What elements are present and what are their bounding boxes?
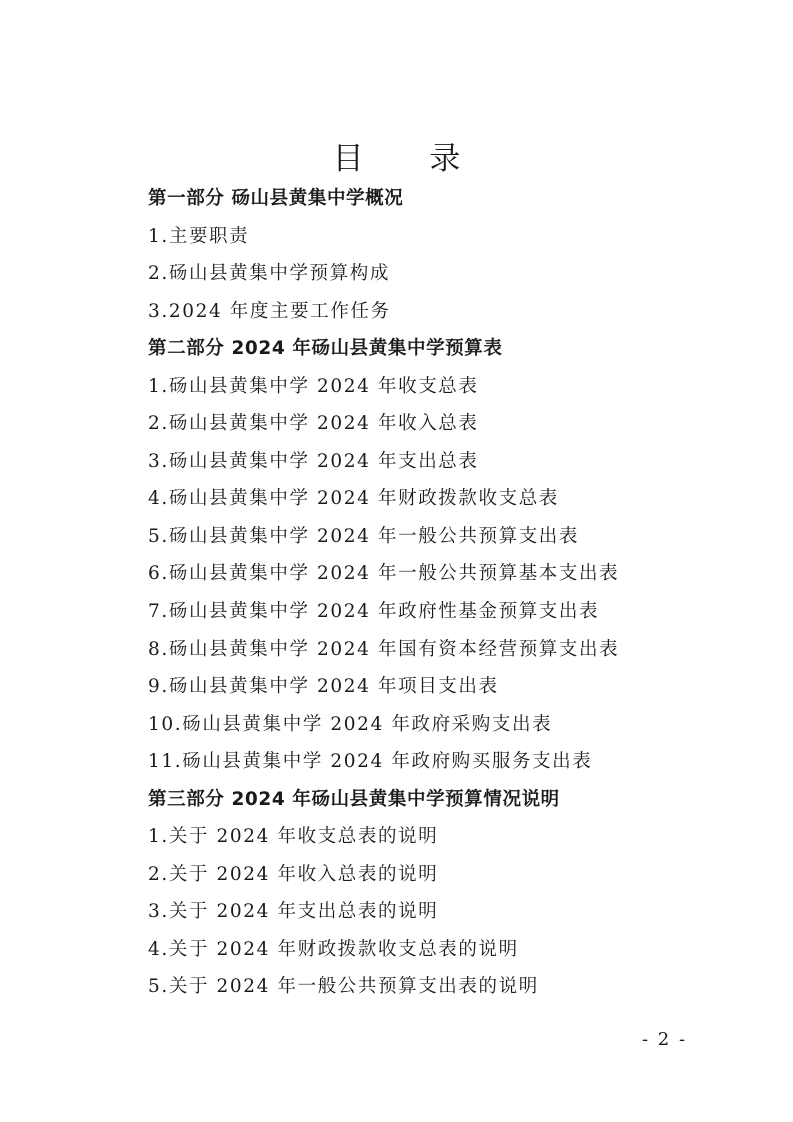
toc-item[interactable]: 6.砀山县黄集中学 2024 年一般公共预算基本支出表 (148, 563, 620, 585)
toc-part-1[interactable]: 第一部分 砀山县黄集中学概况 (148, 188, 404, 209)
toc-item[interactable]: 2.关于 2024 年收入总表的说明 (148, 863, 439, 885)
toc-item[interactable]: 8.砀山县黄集中学 2024 年国有资本经营预算支出表 (148, 638, 620, 660)
toc-item[interactable]: 2.砀山县黄集中学 2024 年收入总表 (148, 413, 479, 435)
table-of-contents (148, 180, 708, 1006)
toc-item[interactable]: 5.砀山县黄集中学 2024 年一般公共预算支出表 (148, 525, 579, 547)
toc-item[interactable]: 3.2024 年度主要工作任务 (148, 300, 391, 322)
toc-item[interactable]: 1.主要职责 (148, 225, 250, 247)
toc-item[interactable]: 7.砀山县黄集中学 2024 年政府性基金预算支出表 (148, 601, 600, 623)
toc-item[interactable]: 2.砀山县黄集中学预算构成 (148, 263, 390, 285)
toc-item[interactable]: 3.关于 2024 年支出总表的说明 (148, 901, 439, 923)
toc-item[interactable]: 11.砀山县黄集中学 2024 年政府购买服务支出表 (148, 751, 593, 773)
toc-part-3[interactable]: 第三部分 2024 年砀山县黄集中学预算情况说明 (148, 788, 560, 810)
toc-item[interactable]: 10.砀山县黄集中学 2024 年政府采购支出表 (148, 713, 553, 735)
toc-item[interactable]: 1.砀山县黄集中学 2024 年收支总表 (148, 375, 479, 397)
toc-item[interactable]: 4.关于 2024 年财政拨款收支总表的说明 (148, 938, 519, 960)
toc-item[interactable]: 5.关于 2024 年一般公共预算支出表的说明 (148, 976, 539, 998)
page-title: 目 录 (332, 141, 489, 177)
toc-item[interactable]: 4.砀山县黄集中学 2024 年财政拨款收支总表 (148, 488, 559, 510)
toc-part-2[interactable]: 第二部分 2024 年砀山县黄集中学预算表 (148, 338, 503, 360)
toc-item[interactable]: 3.砀山县黄集中学 2024 年支出总表 (148, 450, 479, 472)
page-number: - 2 - (642, 1029, 688, 1050)
toc-item[interactable]: 1.关于 2024 年收支总表的说明 (148, 826, 439, 848)
toc-item[interactable]: 9.砀山县黄集中学 2024 年项目支出表 (148, 676, 499, 698)
